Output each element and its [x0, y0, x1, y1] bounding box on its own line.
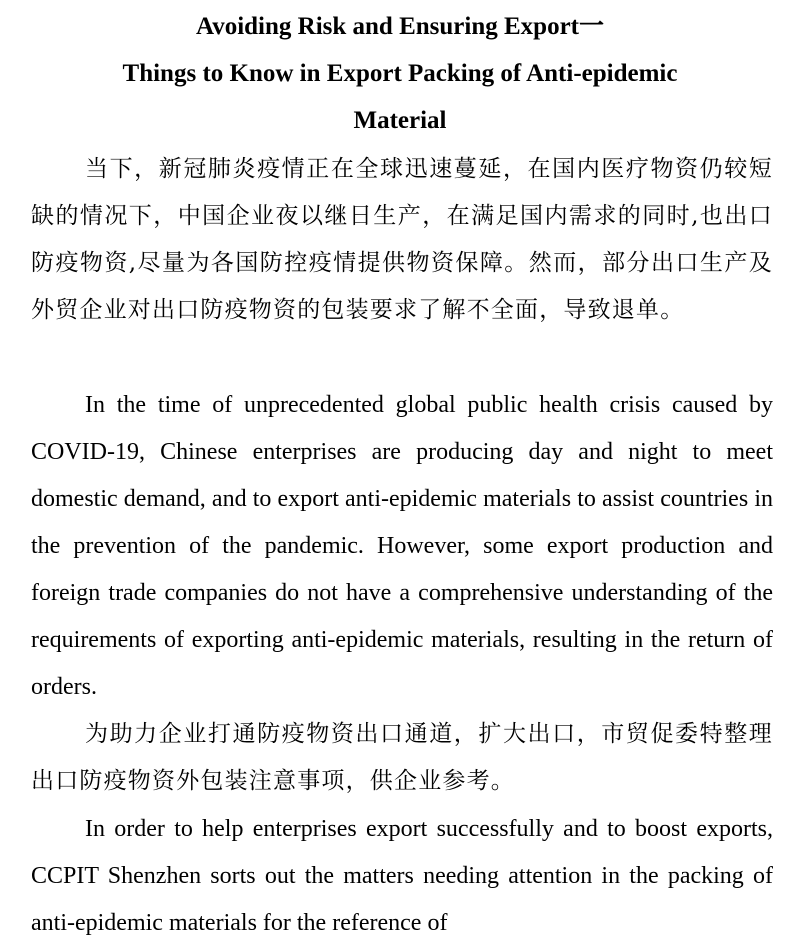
paragraph-chinese-intro: 当下，新冠肺炎疫情正在全球迅速蔓延，在国内医疗物资仍较短缺的情况下，中国企业夜以继日生产，在满足国内需求的同时,也出口防疫物资,尽量为各国防控疫情提供物资保障。然而，部分出口生产及外贸企业对出口防疫物资的包装要求了解不全面，导致退单。: [31, 156, 773, 323]
title-line-1: Avoiding Risk and Ensuring Export一: [196, 13, 604, 40]
paragraph-chinese-purpose: 为助力企业打通防疫物资出口通道，扩大出口，市贸促委特整理出口防疫物资外包装注意事项，供企业参考。: [31, 721, 773, 794]
paragraph-english-purpose: In order to help enterprises export successfully and to boost exports, CCPIT Shenzhen sorts out the matters needing attention in the packing of anti-epidemic materials for the reference of: [31, 816, 773, 936]
paragraph-english-intro: In the time of unprecedented global public health crisis caused by COVID-19, Chinese enterprises are producing day and night to meet domestic demand, and to export anti-epidemic materials to assist countries in the prevention of the pandemic. However, some export production and foreign trade companies do not have a comprehensive understanding of the requirements of exporting anti-epidemic materials, resulting in the return of orders.: [31, 392, 773, 700]
title-line-3: Material: [353, 107, 447, 134]
title-line-2: Things to Know in Export Packing of Anti-epidemic: [122, 60, 678, 87]
document-title: [30, 3, 770, 144]
